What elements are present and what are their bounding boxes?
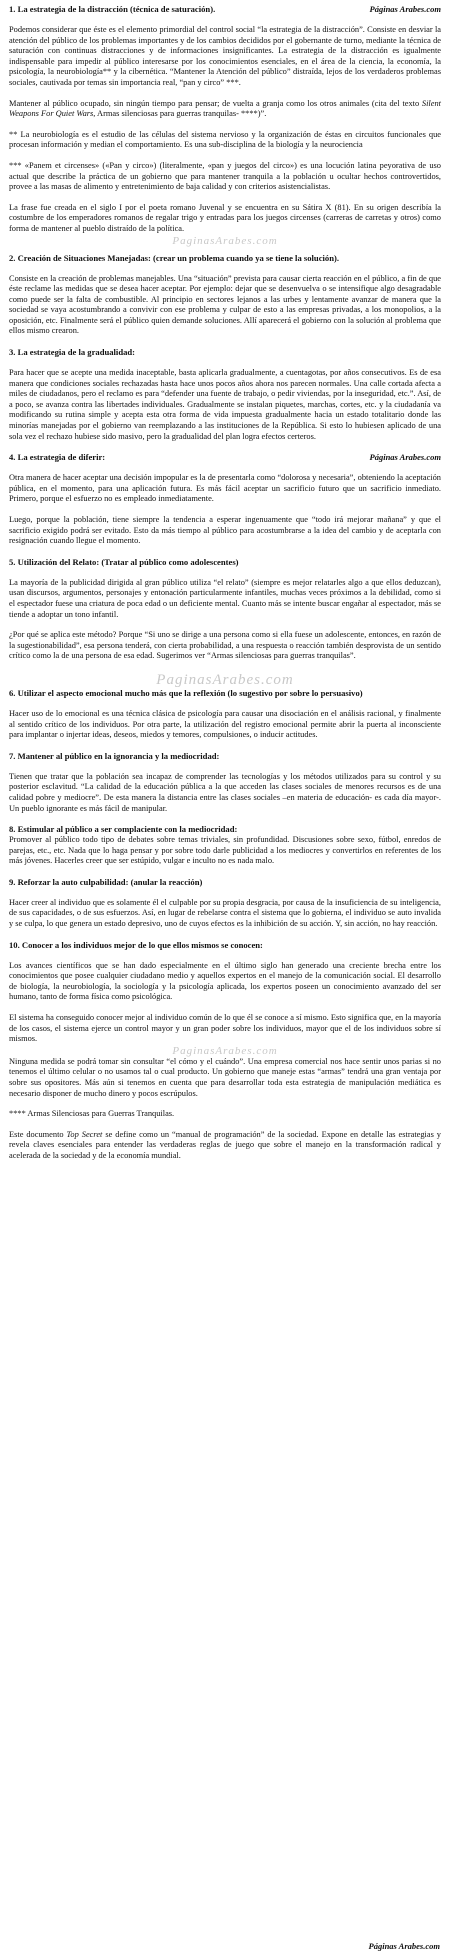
s1-paragraph-2: Mantener al público ocupado, sin ningún tiempo para pensar; de vuelta a granja como los otros animales (cita del texto Silent Weapons For Quiet Wars, Armas silenciosas para guerras tranquilas- ****)”. bbox=[9, 98, 441, 119]
section-2-title: 2. Creación de Situaciones Manejadas: (crear un problema cuando ya se tiene la solución). bbox=[9, 252, 339, 263]
s1-footnote-panem: *** «Panem et circenses» («Pan y circo») (literalmente, «pan y juegos del circo») es una locución latina peyorativa de uso actual que describe la práctica de un gobierno que para mantener tranquila a la población u ocultar hechos controvertidos, provee a las masas de alimento y entretenimiento de baja calidad y con criterios asistencialistas. bbox=[9, 160, 441, 192]
s6-paragraph-1: Hacer uso de lo emocional es una técnica clásica de psicología para causar una disociación en el análisis racional, y finalmente al sentido crítico de los individuos. Por otra parte, la utilización del registro emocional permite abrir la puerta al inconsciente para implantar o injertar ideas, deseos, miedos y temores, compulsiones, o inducir actitudes. bbox=[9, 708, 441, 740]
s7-paragraph-1: Tienen que tratar que la población sea incapaz de comprender las tecnologías y los métodos utilizados para su control y su posterior esclavitud. “La calidad de la educación pública a la que acceden las clases sociales de menores recursos es de una calidad pobre y mediocre”. De esta manera la distancia entre las clases sociales –en materia de educación- es cada día mayor-. Un pueblo ignorante es más fácil de manipular. bbox=[9, 771, 441, 813]
header-row bbox=[9, 4, 441, 15]
brand-logo-footer: Páginas Arabes.com bbox=[368, 1941, 440, 1951]
watermark: PaginasArabes.com bbox=[172, 234, 278, 247]
s4-paragraph-1: Otra manera de hacer aceptar una decisión impopular es la de presentarla como “dolorosa y necesaria”, obteniendo la aceptación pública, en el momento, para una aplicación futura. Es más fácil aceptar un sacrificio futuro que un sacrificio inmediato. Primero, porque el esfuerzo no es empleado inmediatamente. bbox=[9, 473, 441, 504]
s3-paragraph-1: Para hacer que se acepte una medida inaceptable, basta aplicarla gradualmente, a cuentagotas, por años consecutivos. Es de esa manera que condiciones sociales rechazadas hasta hace unos pocos años ahora nos parecen normales. Una calle cortada afecta a miles de ciudadanos, pero el reclamo es para “defender una fuente de trabajo, o pedir viviendas, por la inseguridad, etc.”. Así, de a poco, se avanza contra las libertades individuales. Gradualmente se instalan piquetes, marchas, cortes, etc. y la ciudadanía va modificando su rutina simple y acepta esta otra forma de vida impuesta gradualmente hacia un estado totalitario donde las minorías manejadas por el gobierno van reemplazando a las instituciones de la República. Si esto lo hubiesen aplicado de una sola vez el rechazo hubiese sido masivo, pero la gradualidad del plan logra efectos certeros. bbox=[9, 368, 441, 441]
section-3-title: 3. La estrategia de la gradualidad: bbox=[9, 347, 136, 358]
section-4-header-row bbox=[9, 452, 441, 463]
s10-paragraph-1: Los avances científicos que se han dado especialmente en el último siglo han generado una creciente brecha entre los conocimientos que posee cualquier ciudadano medio y aquellos expertos en el manejo de la comunicación social. El desarrollo de biología, la neurobiología, la sociología y la psicología aplicada, los expertos poseen un conocimiento avanzado del ser humano, tanto de forma física como psicológica. bbox=[9, 960, 441, 1002]
s10-paragraph-top-secret: Este documento Top Secret se define como un “manual de programación” de la sociedad. Expone en detalle las estrategias y revela claves esenciales para entender las verdaderas reglas de juego que sobre el manejo en la transformación radical y acelerada de la sociedad y de la economía mundial. bbox=[9, 1129, 441, 1160]
s5-paragraph-2: ¿Por qué se aplica este método? Porque “Si uno se dirige a una persona como si ella fuese un adolescente, entonces, en razón de la sugestionabilidad”, esa persona tenderá, con cierta probabilidad, a una respuesta o reacción también desprovista de un sentido crítico como la de una persona de esa edad. Sugerimos ver “Armas silenciosas para guerras tranquilas”. bbox=[9, 630, 441, 661]
s1-paragraph-1: Podemos considerar que éste es el elemento primordial del control social “la estrategia de la distracción”. Consiste en desviar la atención del público de los problemas importantes y de los cambios decididos por el gobernante de turno, mediante la técnica de saturación con continuas distracciones y de informaciones insignificantes. La estrategia de la distracción es igualmente indispensable para impedir al público interesarse por los conocimientos esenciales, en el área de la ciencia, la economía, la psicología, la neurobiología** y la cibernética. “Mantener la Atención del público” distraída, lejos de los verdaderos problemas sociales, cautivada por temas sin importancia real, “pan y circo” ***. bbox=[9, 25, 441, 87]
s8-paragraph-1: Promover al público todo tipo de debates sobre temas triviales, sin profundidad. Discusiones sobre sexo, fútbol, enredos de parejas, etc., etc. Nada que lo haga pensar y por sobre todo darle publicidad a los mediocres y convertirlos en referentes de los más jóvenes. Hacerles creer que ser estúpido, vulgar e inculto no es nada malo. bbox=[9, 835, 441, 866]
section-7-title: 7. Mantener al público en la ignorancia y la mediocridad: bbox=[9, 750, 220, 761]
watermark-large: PaginasArabes.com bbox=[156, 671, 294, 688]
section-8-title: 8. Estimular al público a ser complaciente con la mediocridad: bbox=[9, 824, 238, 835]
brand-logo-middle: Páginas Arabes.com bbox=[369, 452, 441, 463]
section-9-title: 9. Reforzar la auto culpabilidad: (anular la reacción) bbox=[9, 876, 203, 887]
section-10-title: 10. Conocer a los individuos mejor de lo que ellos mismos se conocen: bbox=[9, 939, 263, 950]
s9-paragraph-1: Hacer creer al individuo que es solamente él el culpable por su propia desgracia, por causa de la insuficiencia de su inteligencia, de sus capacidades, o de sus esfuerzos. Así, en lugar de rebelarse contra el sistema que lo gobierna, el individuo se auto invalida y se culpa, lo que genera un estado depresivo, uno de cuyos efectos es la inhibición de su acción. Y, sin acción, no hay reacción. bbox=[9, 897, 441, 929]
brand-logo-top: Páginas Arabes.com bbox=[369, 4, 441, 14]
s1-footnote-neurobiology: ** La neurobiología es el estudio de las células del sistema nervioso y la organización de éstas en circuitos funcionales que procesan información y median el comportamiento. Es una sub-disciplina de la biología y la neurociencia bbox=[9, 129, 441, 150]
section-6-title: 6. Utilizar el aspecto emocional mucho más que la reflexión (lo sugestivo por sobre lo persuasivo) bbox=[9, 687, 363, 698]
s2-paragraph-1: Consiste en la creación de problemas manejables. Una “situación” prevista para causar cierta reacción en el público, a fin de que éste reclame las medidas que se desea hacer aceptar. Por ejemplo: dejar que se desenvuelva o se intensifique algo desagradable como puede ser la falta de combustible. Al principio en sectores lejanos a las urbes y lentamente avanzar de manera que la sociedad se vaya acostumbrando a convivir con ese problema y culpar de esto a las empresas privadas, a los monopolios, a la oposición, etc. Finalmente será el público quien demande soluciones. Allí aparecerá el gobierno con la solución al problema que ellos mismo crearon. bbox=[9, 273, 441, 336]
s10-paragraph-2: El sistema ha conseguido conocer mejor al individuo común de lo que él se conoce a sí mismo. Esto significa que, en la mayoría de los casos, el sistema ejerce un control mayor y un gran poder sobre los individuos, mayor que el de los individuos sobre sí mismos. bbox=[9, 1013, 441, 1044]
s5-paragraph-1: La mayoría de la publicidad dirigida al gran público utiliza “el relato” (siempre es mejor relatarles algo a que ellos deduzcan), usan discursos, argumentos, personajes y entonación particularmente infantiles, muchas veces próximos a la debilidad, como si el espectador fuese una criatura de poca edad o un deficiente mental. Cuanto más se intente buscar engañar al espectador, más se tiende a adoptar un tono infantil. bbox=[9, 577, 441, 619]
s10-paragraph-3: Ninguna medida se podrá tomar sin consultar “el cómo y el cuándo”. Una empresa comercial nos hace sentir unos parias si no tenemos el último celular o no usamos tal o cual producto. Un gobierno que maneje estas “armas” tendrá una gran ventaja por sobre sus opositores. Más aún si tenemos en cuenta que para desarrollar toda esta estrategia de manipulación mediática es necesario disponer de mucho dinero y pocos escrúpulos. bbox=[9, 1056, 441, 1098]
watermark-bottom: PaginasArabes.com bbox=[172, 1044, 278, 1057]
section-5-title: 5. Utilización del Relato: (Tratar al público como adolescentes) bbox=[9, 556, 239, 567]
s4-paragraph-2: Luego, porque la población, tiene siempre la tendencia a esperar ingenuamente que “todo irá mejorar mañana” y que el sacrificio exigido podrá ser evitado. Esto da más tiempo al público para acostumbrarse a la idea del cambio y de aceptarla con resignación cuando llegue el momento. bbox=[9, 515, 441, 546]
section-1-title: 1. La estrategia de la distracción (técnica de saturación). bbox=[9, 4, 216, 14]
s10-footnote-armas: **** Armas Silenciosas para Guerras Tranquilas. bbox=[9, 1109, 175, 1119]
section-4-title: 4. La estrategia de diferir: bbox=[9, 452, 106, 463]
s1-paragraph-juvenal: La frase fue creada en el siglo I por el poeta romano Juvenal y se encuentra en su Sátira X (81). En su origen describía la costumbre de los emperadores romanos de regalar trigo y entradas para los juegos circenses (carreras de carretas y otros) como forma de mantener al pueblo distraído de la política. bbox=[9, 202, 441, 233]
